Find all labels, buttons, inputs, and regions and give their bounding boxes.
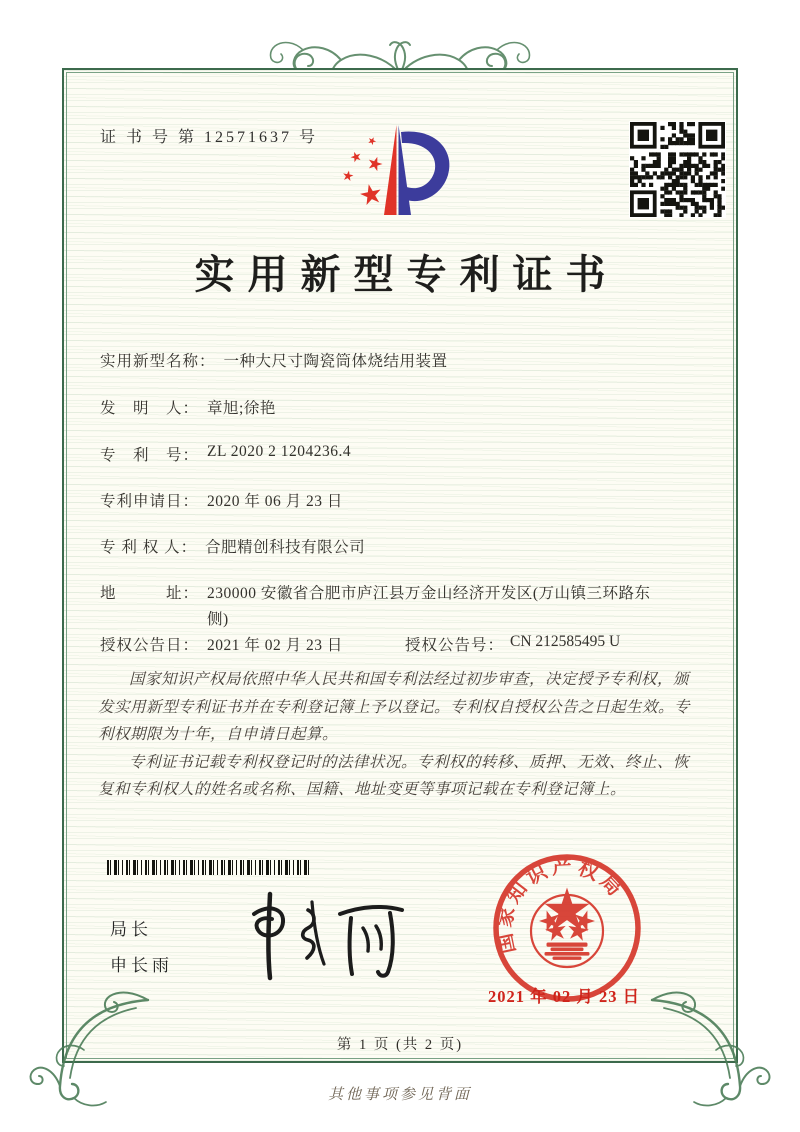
field-label: 专利申请日： <box>100 493 200 510</box>
field-label: 地 址： <box>100 585 200 602</box>
director-name: 申长雨 <box>110 955 173 975</box>
field-label: 专 利 号： <box>100 447 200 464</box>
director-signature <box>212 880 422 990</box>
qr-code <box>629 121 726 218</box>
field-filing-date <box>100 489 343 511</box>
field-utility-model-name <box>100 349 448 371</box>
field-value: 2021 年 02 月 23 日 <box>207 637 343 654</box>
field-value: ZL 2020 2 1204236.4 <box>207 443 352 460</box>
field-grant-number <box>405 633 620 655</box>
director-block <box>110 912 173 983</box>
director-title: 局长 <box>110 920 152 939</box>
cnipa-logo-icon <box>325 112 475 224</box>
legal-text <box>98 666 704 804</box>
field-patentee <box>100 535 365 557</box>
field-value: CN 212585495 U <box>510 633 621 650</box>
field-label: 发 明 人： <box>100 400 200 417</box>
certificate-number: 证 书 号 第 12571637 号 <box>100 129 319 146</box>
back-side-note: 其他事项参见背面 <box>327 1087 472 1103</box>
seal-arc-text: 国家知识产权局 <box>493 855 629 956</box>
page-number: 第 1 页 (共 2 页) <box>336 1037 464 1053</box>
field-label: 授权公告日： <box>100 637 200 654</box>
field-value: 2020 年 06 月 23 日 <box>207 493 343 510</box>
seal-date: 2021 年 02 月 23 日 <box>488 987 641 1006</box>
field-value: 章旭;徐艳 <box>207 400 276 417</box>
field-value: 230000 安徽省合肥市庐江县万金山经济开发区(万山镇三环路东侧) <box>207 585 651 628</box>
field-patent-number <box>100 443 351 465</box>
certificate-title: 实用新型专利证书 <box>194 252 619 297</box>
legal-paragraph-1: 国家知识产权局依照中华人民共和国专利法经过初步审查，决定授予专利权，颁发实用新型专利证书并在专利登记簿上予以登记。专利权自授权公告之日起生效。专利权期限为十年，自申请日起算。 <box>98 671 691 744</box>
barcode <box>107 860 309 875</box>
legal-paragraph-2: 专利证书记载专利权登记时的法律状况。专利权的转移、质押、无效、终止、恢复和专利权人的姓名或名称、国籍、地址变更等事项记载在专利登记簿上。 <box>98 753 690 799</box>
field-value: 一种大尺寸陶瓷筒体烧结用装置 <box>223 353 448 370</box>
field-inventor <box>100 396 276 418</box>
field-grant-date <box>100 633 343 655</box>
field-value: 合肥精创科技有限公司 <box>205 539 366 556</box>
field-label: 实用新型名称： <box>100 353 216 370</box>
field-address <box>100 581 659 632</box>
field-label: 专 利 权 人： <box>100 539 198 556</box>
field-label: 授权公告号： <box>405 637 505 654</box>
